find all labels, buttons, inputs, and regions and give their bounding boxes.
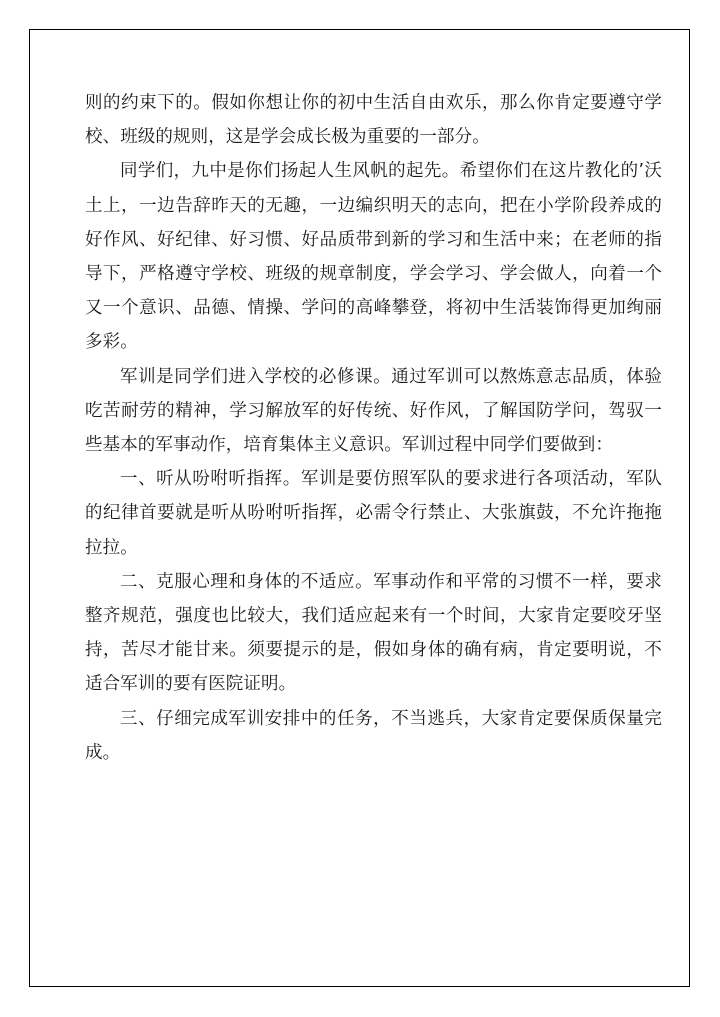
- paragraph-continuation: 则的约束下的。假如你想让你的初中生活自由欢乐，那么你肯定要遵守学校、班级的规则，这是学会成长极为重要的一部分。: [85, 93, 662, 148]
- paragraph-rule-two: 二、克服心理和身体的不适应。军事动作和平常的习惯不一样，要求整齐规范，强度也比较大，我们适应起来有一个时间，大家肯定要咬牙坚持，苦尽才能甘来。须要提示的是，假如身体的确有病，肯定要明说，不适合军训的要有医院证明。: [85, 571, 662, 695]
- paragraph-rule-three: 三、仔细完成军训安排中的任务，不当逃兵，大家肯定要保质保量完成。: [85, 708, 662, 763]
- paragraph-military-training-intro: 军训是同学们进入学校的必修课。通过军训可以熬炼意志品质，体验吃苦耐劳的精神，学习解放军的好传统、好作风，了解国防学问，驾驭一些基本的军事动作，培育集体主义意识。军训过程中同学们要做到：: [85, 366, 662, 456]
- paragraph-students-welcome: 同学们，九中是你们扬起人生风帆的起先。希望你们在这片教化的’沃土上，一边告辞昨天的无趣，一边编织明天的志向，把在小学阶段养成的好作风、好纪律、好习惯、好品质带到新的学习和生活中来；在老师的指导下，严格遵守学校、班级的规章制度，学会学习、学会做人，向着一个又一个意识、品德、情操、学问的高峰攀登，将初中生活装饰得更加绚丽多彩。: [85, 161, 662, 353]
- document-body: [85, 86, 662, 770]
- paragraph-rule-one: 一、听从吩咐听指挥。军训是要仿照军队的要求进行各项活动，军队的纪律首要就是听从吩咐听指挥，必需令行禁止、大张旗鼓，不允许拖拖拉拉。: [85, 469, 662, 558]
